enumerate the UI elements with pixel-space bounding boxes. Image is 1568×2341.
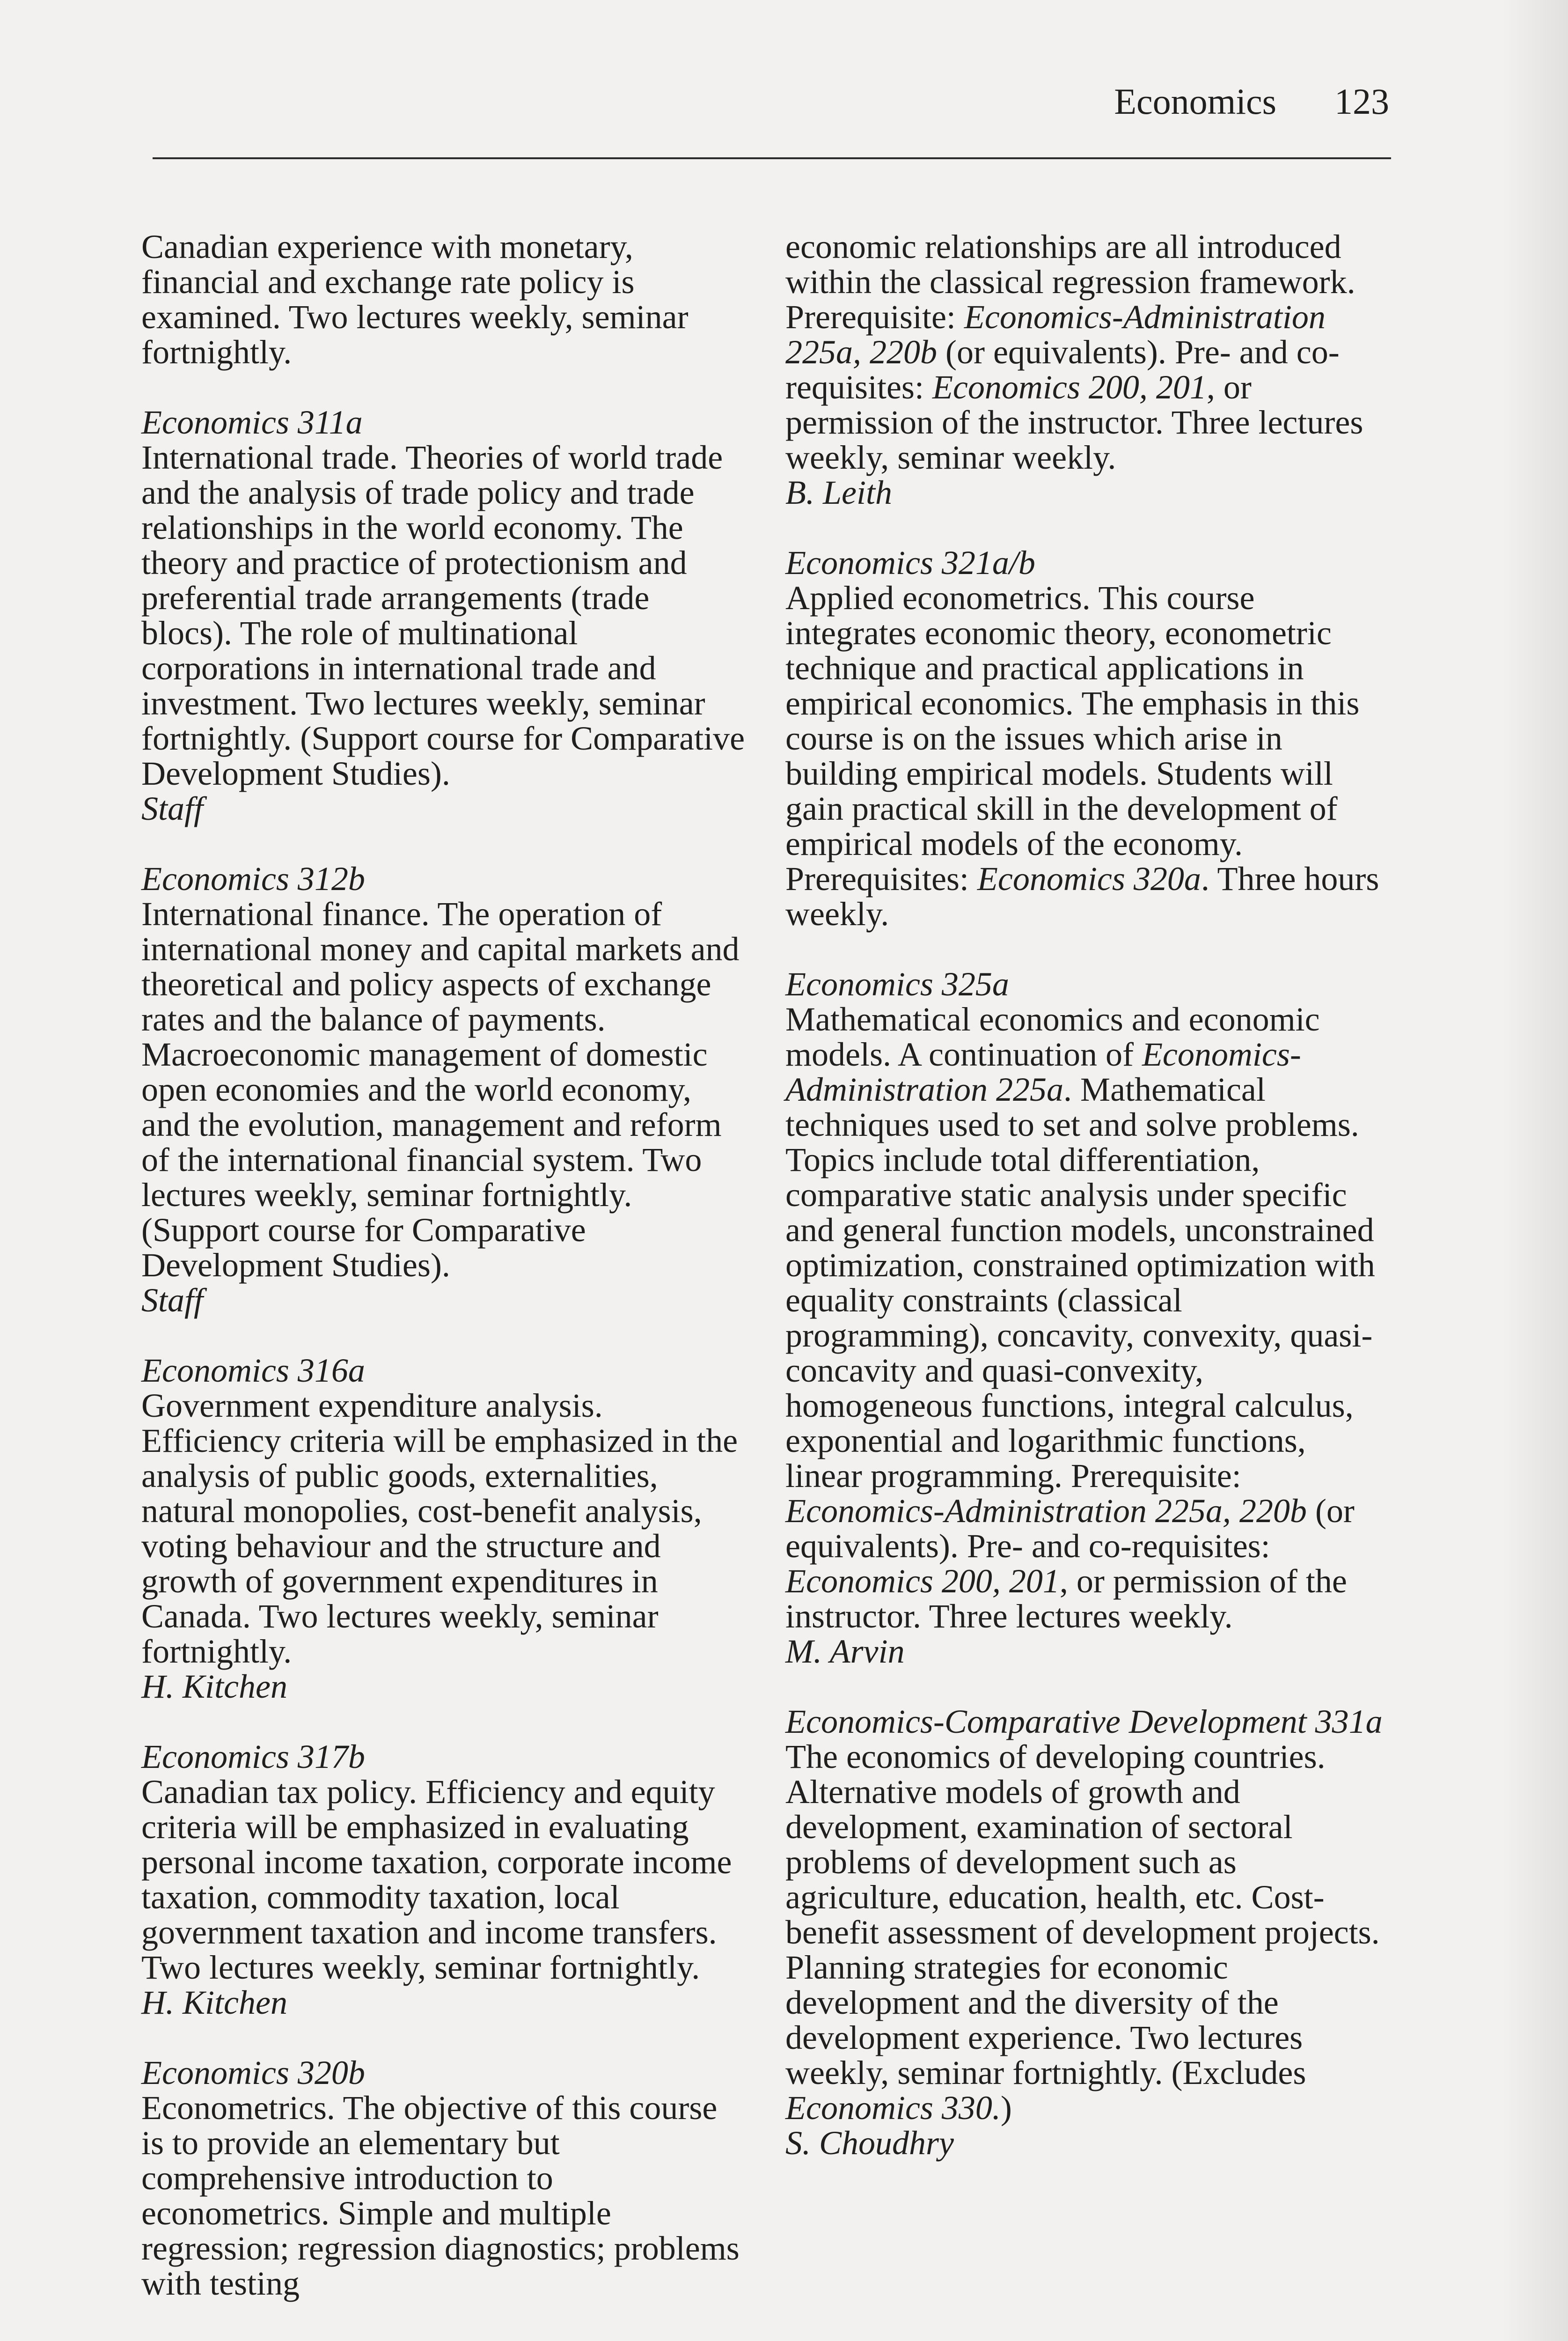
desc-text: The economics of developing countries. Alternative models of growth and development, examination of sectoral problems of development such as agriculture, education, health, etc. Cost-benefit assessment of development projects. Planning strategies for economic development and the diversity of the development experience. Two lectures weekly, seminar fortnightly. (Excludes <box>785 1738 1380 2091</box>
page-edge-shadow <box>1502 0 1568 2341</box>
course-description: Government expenditure analysis. Efficiency criteria will be emphasized in the analysis of public goods, externalities, natural monopolies, cost-benefit analysis, voting behaviour and the structure and growth of government expenditures in Canada. Two lectures weekly, seminar fortnightly. <box>141 1387 738 1670</box>
desc-text: Mathematical economics and economic models. A continuation of <box>785 1001 1320 1073</box>
header-rule <box>153 157 1391 159</box>
desc-text: ) <box>1000 2089 1012 2127</box>
course-description <box>785 229 1389 475</box>
course-entry-317b <box>141 1739 745 2020</box>
course-entry-312b <box>141 861 745 1318</box>
course-entry-311a <box>141 405 745 826</box>
desc-text: , or permission of the instructor. Three lectures weekly. <box>785 1562 1347 1635</box>
course-entry-331a <box>785 1704 1389 2161</box>
course-reference: Economics 200, 201 <box>785 1562 1060 1600</box>
course-code: Economics 316a <box>141 1352 365 1389</box>
course-code: Economics 317b <box>141 1738 365 1775</box>
course-entry-325a <box>785 967 1389 1669</box>
running-head <box>1114 83 1389 120</box>
desc-text: (or equivalents). Pre- and co-requisites: <box>785 333 1340 406</box>
course-code: Economics-Comparative Development 331a <box>785 1703 1383 1740</box>
course-reference: Economics-Administration 225a <box>785 1036 1301 1108</box>
course-instructor: B. Leith <box>785 474 892 511</box>
course-reference: Economics-Administration 225a, 220b <box>785 1492 1307 1530</box>
course-description <box>785 581 1389 932</box>
course-reference: Economics-Administration 225a, 220b <box>785 298 1326 371</box>
course-entry-321ab <box>785 545 1389 932</box>
desc-text: (or equivalents). Pre- and co-requisites: <box>785 1492 1355 1565</box>
course-code: Economics 312b <box>141 860 365 898</box>
desc-text: economic relationships are all introduced within the classical regression framework. Prerequisite: <box>785 228 1356 336</box>
course-instructor: S. Choudhry <box>785 2124 954 2162</box>
left-column <box>141 229 745 2336</box>
course-instructor: M. Arvin <box>785 1633 905 1670</box>
course-reference: Economics 320a <box>977 860 1201 898</box>
course-code: Economics 325a <box>785 965 1009 1003</box>
course-code: Economics 321a/b <box>785 544 1035 582</box>
desc-text: , or permission of the instructor. Three lectures weekly, seminar weekly. <box>785 368 1363 476</box>
course-description: Canadian tax policy. Efficiency and equity criteria will be emphasized in evaluating personal income taxation, corporate income taxation, commodity taxation, local government taxation and income transfers. Two lectures weekly, seminar fortnightly. <box>141 1773 732 1986</box>
running-head-title: Economics <box>1114 81 1276 122</box>
course-description: International finance. The operation of international money and capital markets and theoretical and policy aspects of exchange rates and the balance of payments. Macroeconomic management of domestic open economies and the world economy, and the evolution, management and reform of the international financial system. Two lectures weekly, seminar fortnightly. (Support course for Comparative Development Studies). <box>141 895 740 1284</box>
course-reference: Economics 330. <box>785 2089 1001 2127</box>
desc-text: Applied econometrics. This course integrates economic theory, econometric technique and practical applications in empirical economics. The emphasis in this course is on the issues which arise in building empirical models. Students will gain practical skill in the development of empirical models of the economy. Prerequisites: <box>785 579 1360 898</box>
right-column <box>785 229 1389 2196</box>
course-instructor: H. Kitchen <box>141 1984 287 2021</box>
course-reference: Economics 200, 201 <box>932 368 1207 406</box>
course-description <box>785 1739 1389 2126</box>
course-entry-320b <box>141 2055 745 2301</box>
desc-text: . Mathematical techniques used to set and solve problems. Topics include total differentiation, comparative static analysis under specific and general function models, unconstrained optimization, constrained optimization with equality constraints (classical programming), concavity, convexity, quasi-concavity and quasi-convexity, homogeneous functions, integral calculus, exponential and logarithmic functions, linear programming. Prerequisite: <box>785 1071 1375 1494</box>
page-number: 123 <box>1334 81 1389 122</box>
course-description: International trade. Theories of world trade and the analysis of trade policy and trade relationships in the world economy. The theory and practice of protectionism and preferential trade arrangements (trade blocs). The role of multinational corporations in international trade and investment. Two lectures weekly, seminar fortnightly. (Support course for Comparative Development Studies). <box>141 439 745 792</box>
course-description: Canadian experience with monetary, financial and exchange rate policy is examined. Two lectures weekly, seminar fortnightly. <box>141 228 689 371</box>
course-description <box>785 1002 1389 1634</box>
desc-text: . Three hours weekly. <box>785 860 1379 933</box>
course-instructor: Staff <box>141 1281 204 1319</box>
course-instructor: H. Kitchen <box>141 1668 287 1705</box>
course-entry-316a <box>141 1353 745 1704</box>
course-code: Economics 320b <box>141 2054 365 2091</box>
course-description: Econometrics. The objective of this course is to provide an elementary but comprehensive introduction to econometrics. Simple and multiple regression; regression diagnostics; problems with testing <box>141 2089 740 2302</box>
course-code: Economics 311a <box>141 404 363 441</box>
course-entry-320b-continued <box>785 229 1389 510</box>
course-instructor: Staff <box>141 790 204 827</box>
course-entry-continuation <box>141 229 745 370</box>
